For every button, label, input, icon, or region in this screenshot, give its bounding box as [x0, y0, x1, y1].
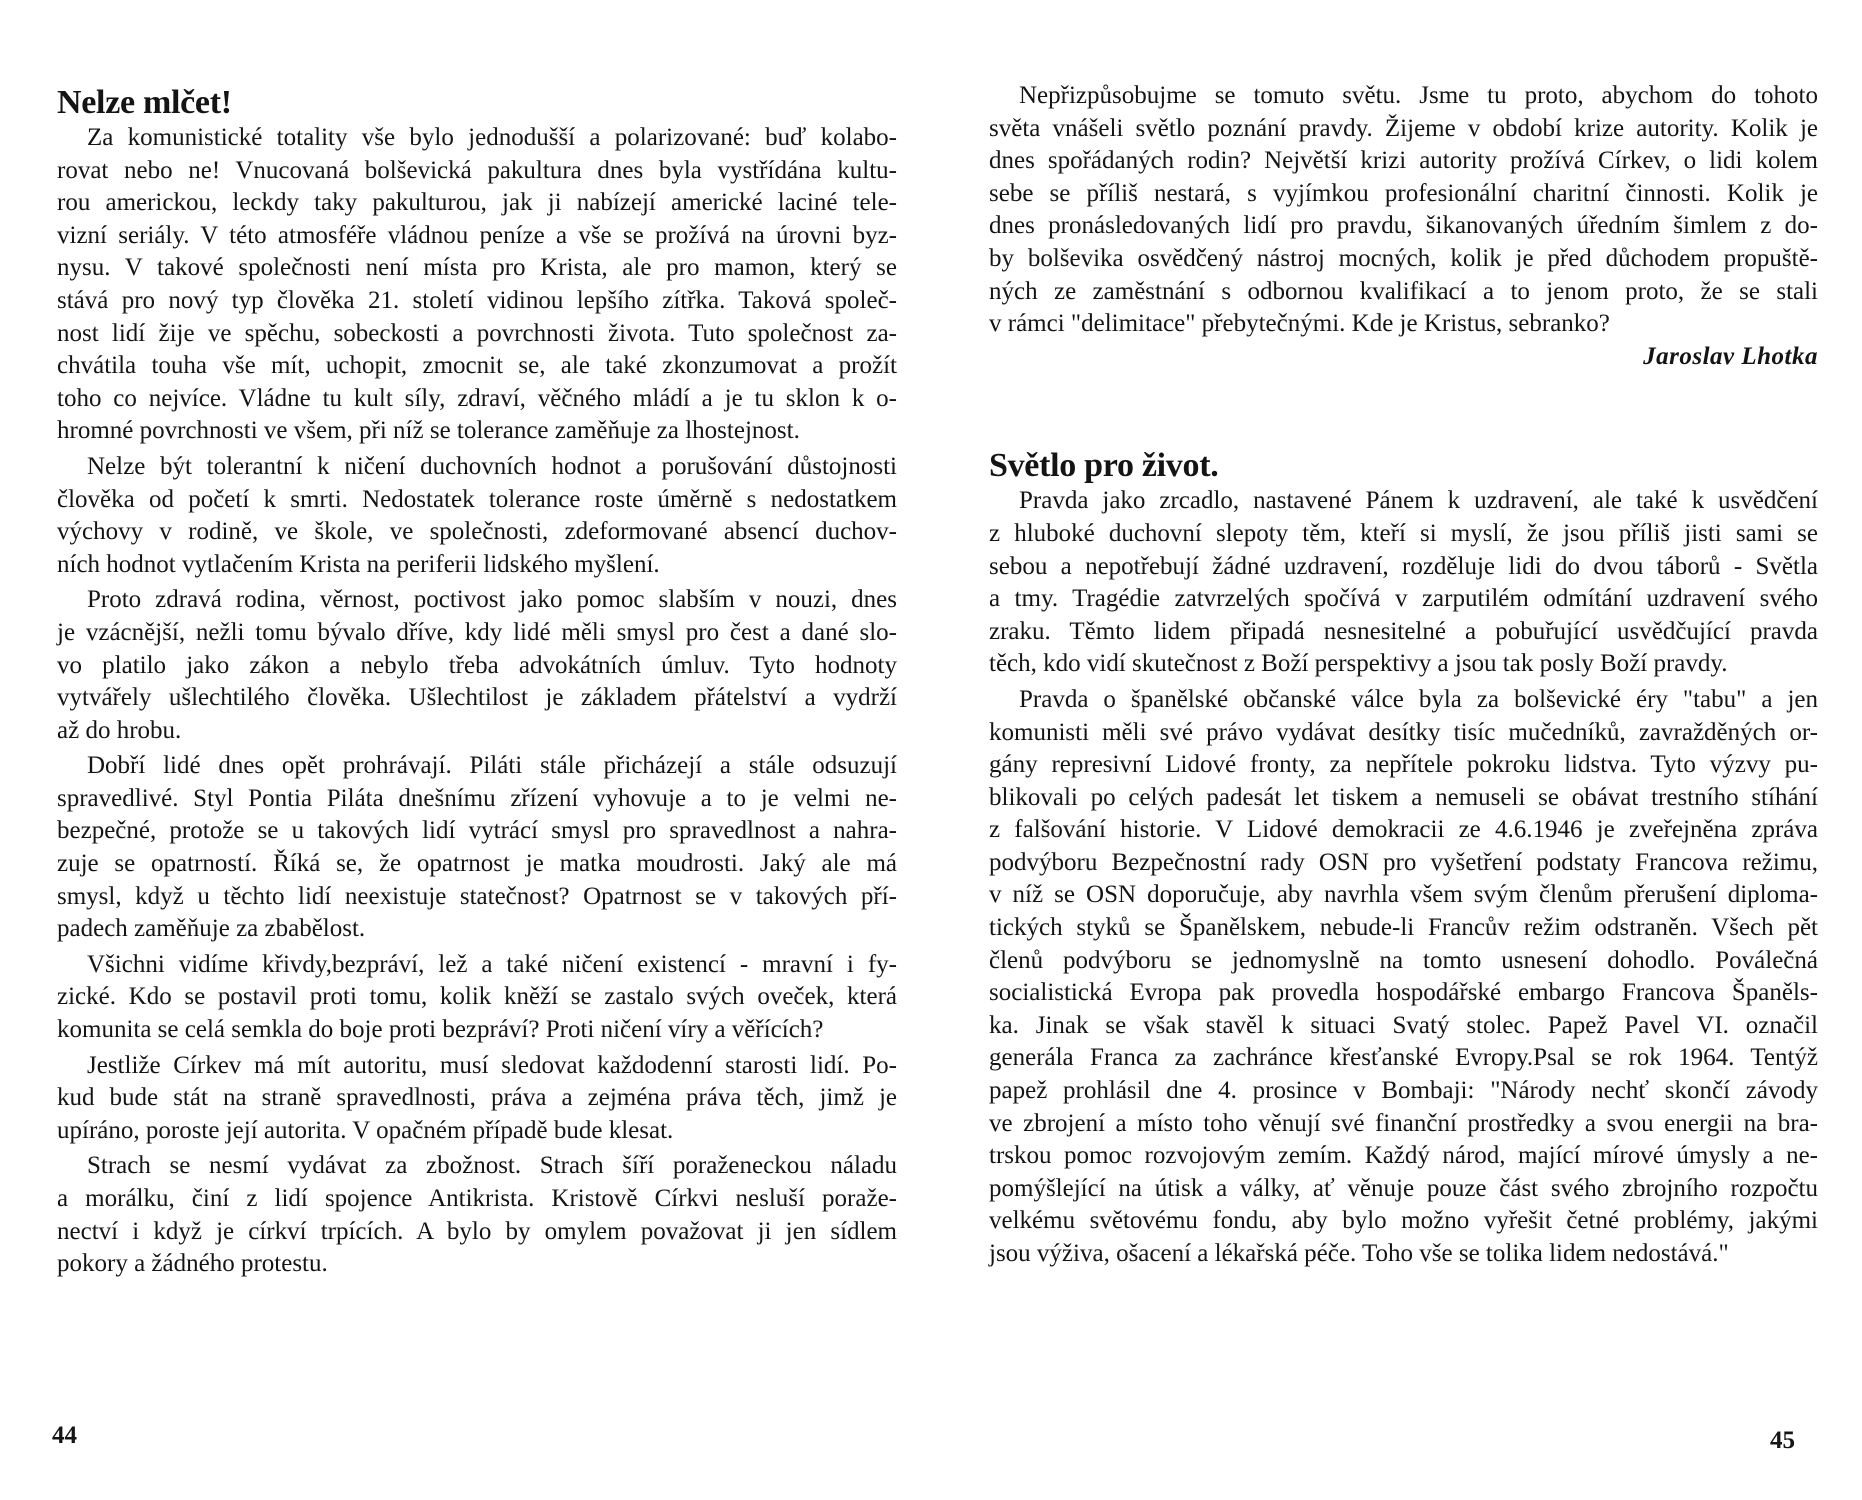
text-line: Všichni vidíme křivdy,bezpráví, lež a také ničení existencí - mravní i fy- [87, 950, 897, 978]
text-line: hromné povrchnosti ve všem, při níž se tolerance zaměňuje za lhostejnost. [57, 417, 800, 445]
text-line: Za komunistické totality vše bylo jednodušší a polarizované: buď kolabo- [87, 124, 897, 151]
text-line: pokory a žádného protestu. [57, 1250, 328, 1278]
paragraph-gap [57, 1281, 897, 1284]
right-page [931, 0, 1862, 1500]
text-line: generála Franca za zachránce křesťanské Evropy.Psal se rok 1964. Tentýž [989, 1044, 1818, 1072]
text-line: podvýboru Bezpečnostní rady OSN pro vyšetření podstaty Francova režimu, [989, 848, 1818, 876]
text-line: Strach se nesmí vydávat za zbožnost. Strach šíří poraženeckou náladu [87, 1152, 897, 1180]
text-line: komunisti měli své právo vydávat desítky tisíc mučedníků, zavražděných or- [989, 718, 1818, 746]
intro-paragraph [989, 80, 1818, 341]
text-line: z hluboké duchovní slepoty těm, kteří si myslí, že jsou příliš jisti sami se [989, 519, 1818, 547]
text-line: by bolševika osvědčený nástroj mocných, kolik je před důchodem propuště- [989, 244, 1818, 272]
text-line: blikovali po celých padesát let tiskem a nemuseli se obávat trestního stíhání [989, 783, 1818, 811]
text-line: Nepřizpůsobujme se tomuto světu. Jsme tu proto, abychom do tohoto [1019, 82, 1818, 109]
text-line: vytvářely ušlechtilého člověka. Ušlechtilost je základem přátelství a vydrží [57, 684, 897, 712]
text-line: rovat nebo ne! Vnucovaná bolševická pakultura dnes byla vystřídána kultu- [57, 156, 897, 184]
text-line: ve zbrojení a místo toho věnují své finanční prostředky a svou energii na bra- [989, 1109, 1818, 1137]
text-line: velkému světovému fondu, aby bylo možno vyřešit četné problémy, jakými [989, 1207, 1818, 1235]
text-line: ných ze zaměstnání s odbornou kvalifikací a to jenom proto, že se stali [989, 277, 1818, 305]
text-line: toho co nejvíce. Vládne tu kult síly, zdraví, věčného mládí a je tu sklon k o- [57, 384, 897, 412]
page-number-right: 45 [1770, 1427, 1795, 1454]
paragraph [989, 485, 1818, 681]
paragraph [57, 750, 897, 946]
text-line: tických styků se Španělskem, nebude-li Francův režim odstraněn. Všech pět [989, 914, 1818, 942]
text-line: nysu. V takové společnosti není místa pro Krista, ale pro mamon, který se [57, 254, 897, 282]
text-line: až do hrobu. [57, 716, 182, 744]
text-line: smysl, když u těchto lidí neexistuje statečnost? Opatrnost se v takových pří- [57, 882, 897, 910]
text-line: jsou výživa, ošacení a lékařská péče. Toho vše se tolika lidem nedostává." [989, 1240, 1729, 1267]
text-line: nectví i když je církví trpících. A bylo by omylem považovat ji jen sídlem [57, 1217, 897, 1245]
text-line: papež prohlásil dne 4. prosince v Bombaji: "Národy nechť skončí závody [989, 1077, 1818, 1105]
text-line: vizní seriály. V této atmosféře vládnou peníze a vše se prožívá na úrovni byz- [57, 221, 897, 249]
text-line: v níž se OSN doporučuje, aby navrhla všem svým členům přerušení diploma- [989, 881, 1818, 909]
text-line: zraku. Těmto lidem připadá nesnesitelné a pobuřující usvědčující pravda [989, 617, 1818, 645]
section-spacer [989, 373, 1818, 447]
page-number-left: 44 [52, 1422, 77, 1449]
text-line: padech zaměňuje za zbabělost. [57, 915, 366, 943]
text-line: sebe se příliš nestará, s vyjímkou profesionální charitní činnosti. Kolik je [989, 179, 1818, 207]
text-line: spravedlivé. Styl Pontia Piláta dnešnímu zřízení vyhovuje a to je velmi ne- [57, 784, 897, 812]
paragraph [989, 684, 1818, 1271]
text-line: dnes spořádaných rodin? Největší krizi autority prožívá Církev, o lidi kolem [989, 147, 1818, 175]
right-column [989, 80, 1818, 1274]
text-line: je vzácnější, nežli tomu bývalo dříve, kdy lidé měli smysl pro čest a dané slo- [57, 618, 897, 646]
text-line: socialistická Evropa pak provedla hospodářské embargo Francova Španěls- [989, 979, 1818, 1007]
text-line: výchovy v rodině, ve škole, ve společnosti, zdeformované absencí duchov- [57, 518, 897, 546]
text-line: v rámci "delimitace" přebytečnými. Kde je Kristus, sebranko? [989, 310, 1610, 338]
text-line: dnes pronásledovaných lidí pro pravdu, šikanovaných úředním šimlem z do- [989, 212, 1818, 240]
text-line: Proto zdravá rodina, věrnost, poctivost jako pomoc slabším v nouzi, dnes [87, 586, 897, 614]
text-line: chvátila touha vše mít, uchopit, zmocnit se, ale také zkonzumovat a prožít [57, 352, 897, 380]
paragraph [57, 584, 897, 747]
text-line: Pravda o španělské občanské válce byla za bolševické éry "tabu" a jen [1019, 685, 1818, 713]
text-line: upíráno, poroste její autorita. V opačném případě bude klesat. [57, 1116, 674, 1144]
text-line: Jestliže Církev má mít autoritu, musí sledovat každodenní starosti lidí. Po- [87, 1051, 897, 1079]
text-line: světa vnášeli světlo poznání pravdy. Žijeme v období krize autority. Kolik je [989, 114, 1818, 142]
text-line: bezpečné, protože se u takových lidí vytrácí smysl pro spravedlnost a nahra- [57, 817, 897, 845]
text-line: rou americkou, leckdy taky pakulturou, jak ji nabízejí americké laciné tele- [57, 189, 897, 217]
text-line: komunita se celá semkla do boje proti bezpráví? Proti ničení víry a věřících? [57, 1016, 824, 1044]
text-line: kud bude stát na straně spravedlnosti, práva a zejména práva těch, jimž je [57, 1084, 897, 1112]
text-line: ních hodnot vytlačením Krista na periferii lidského myšlení. [57, 550, 660, 578]
text-line: vo platilo jako zákon a nebylo třeba advokátních úmluv. Tyto hodnoty [57, 651, 897, 679]
paragraph [57, 451, 897, 581]
left-column [57, 84, 897, 1284]
text-line: těch, kdo vidí skutečnost z Boží perspektivy a jsou tak posly Boží pravdy. [989, 650, 1728, 678]
text-line: gány represivní Lidové fronty, za nepřítele pokroku lidstva. Tyto výzvy pu- [989, 751, 1818, 779]
left-article-body [57, 122, 897, 1284]
article-title-svetlo-pro-zivot: Světlo pro život. [989, 447, 1219, 485]
article-title-nelze-mlcet: Nelze mlčet! [57, 84, 232, 121]
text-line: Pravda jako zrcadlo, nastavené Pánem k uzdravení, ale také k usvědčení [1019, 487, 1818, 515]
text-line: člověka od početí k smrti. Nedostatek tolerance roste úměrně s nedostatkem [57, 485, 897, 513]
text-line: nost lidí žije ve spěchu, sobeckosti a povrchnosti života. Tuto společnost za- [57, 319, 897, 347]
text-line: ka. Jinak se však stavěl k situaci Svatý stolec. Papež Pavel VI. označil [989, 1011, 1818, 1039]
text-line: sebou a nepotřebují žádné uzdravení, rozděluje lidi do dvou táborů - Světla [989, 552, 1818, 580]
text-line: Nelze být tolerantní k ničení duchovních hodnot a porušování důstojnosti [87, 452, 897, 480]
text-line: členů podvýboru se jednomyslně na tomto usnesení dohodlo. Poválečná [989, 946, 1818, 974]
text-line: Dobří lidé dnes opět prohrávají. Piláti stále přicházejí a stále odsuzují [87, 752, 897, 780]
text-line: z falšování historie. V Lidové demokracii ze 4.6.1946 je zveřejněna zpráva [989, 816, 1818, 844]
text-line: zické. Kdo se postavil proti tomu, kolik kněží se zastalo svých oveček, která [57, 983, 897, 1011]
text-line: zuje se opatrností. Říká se, že opatrnost je matka moudrosti. Jaký ale má [57, 850, 897, 878]
right-article-body [989, 485, 1818, 1273]
paragraph [57, 949, 897, 1047]
paragraph [57, 1150, 897, 1280]
paragraph-gap [989, 1271, 1818, 1274]
article-author: Jaroslav Lhotka [1643, 342, 1818, 370]
paragraph [57, 122, 897, 448]
paragraph [57, 1050, 897, 1148]
text-line: pomýšlející na útisk a války, ať věnuje pouze část svého zbrojního rozpočtu [989, 1174, 1818, 1202]
text-line: a tmy. Tragédie zatvrzelých spočívá v zarputilém odmítání uzdravení svého [989, 585, 1818, 613]
text-line: a morálku, činí z lidí spojence Antikrista. Kristově Církvi nesluší poraže- [57, 1185, 897, 1212]
text-line: stává pro nový typ člověka 21. století vidinou lepšího zítřka. Taková společ- [57, 286, 897, 314]
text-line: trskou pomoc rozvojovým zemím. Každý národ, mající mírové úmysly a ne- [989, 1142, 1818, 1170]
